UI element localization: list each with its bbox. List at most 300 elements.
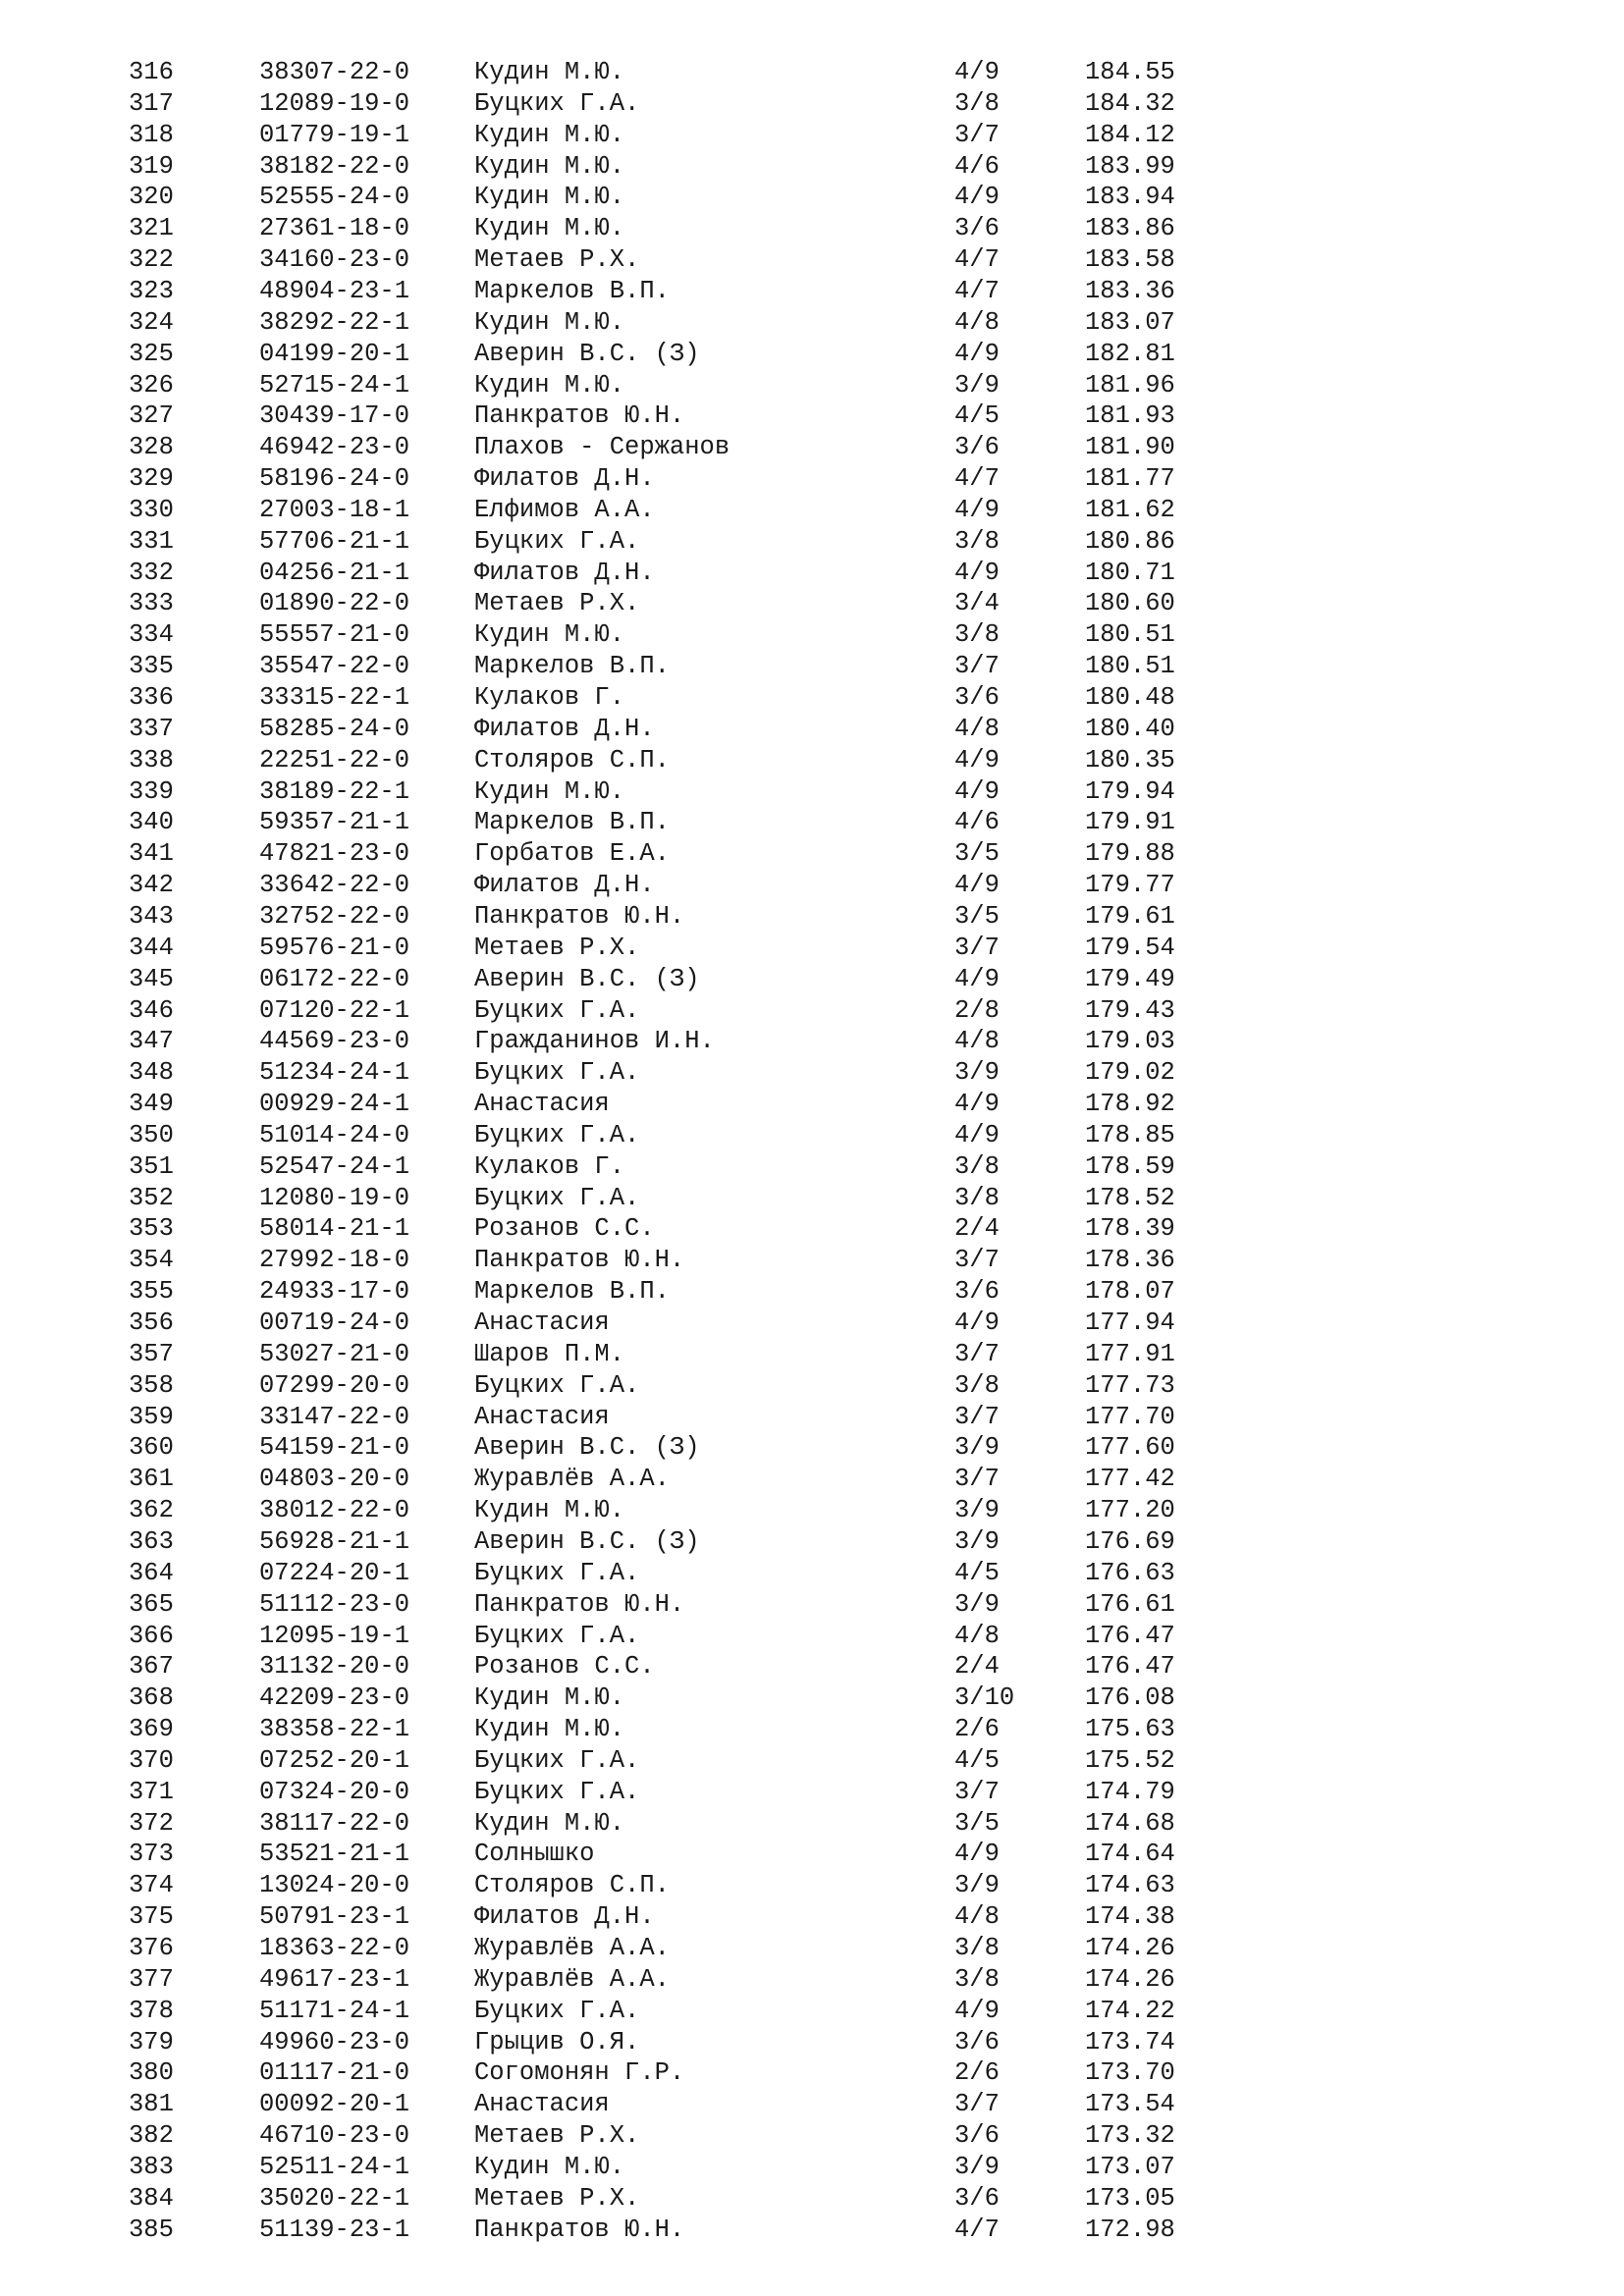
- ratio-cell: 3/6: [954, 2183, 1000, 2213]
- ratio-cell: 3/7: [954, 1246, 1000, 1275]
- owner-cell: Буцких Г.А.: [474, 1058, 640, 1088]
- owner-cell: Буцких Г.А.: [474, 1745, 640, 1775]
- id-cell: 07324-20-0: [259, 1777, 410, 1806]
- table-row: [0, 1213, 1624, 1245]
- rank-cell: 357: [129, 1339, 174, 1368]
- owner-cell: Согомонян Г.Р.: [474, 2058, 685, 2088]
- table-row: [0, 339, 1624, 370]
- ratio-cell: 3/7: [954, 1339, 1000, 1368]
- ratio-cell: 4/9: [954, 1308, 1000, 1337]
- id-cell: 53027-21-0: [259, 1339, 410, 1368]
- owner-cell: Аверин В.С. (З): [474, 1433, 700, 1463]
- owner-cell: Анастасия: [474, 2090, 610, 2119]
- rank-cell: 320: [129, 183, 174, 212]
- table-row: [0, 2215, 1624, 2246]
- table-row: [0, 995, 1624, 1027]
- score-cell: 178.92: [1085, 1090, 1175, 1119]
- ratio-cell: 4/9: [954, 745, 1000, 774]
- id-cell: 48904-23-1: [259, 276, 410, 305]
- rank-cell: 346: [129, 995, 174, 1025]
- score-cell: 174.26: [1085, 1964, 1175, 1994]
- score-cell: 174.68: [1085, 1808, 1175, 1838]
- owner-cell: Журавлёв А.А.: [474, 1465, 670, 1494]
- owner-cell: Буцких Г.А.: [474, 526, 640, 556]
- score-cell: 178.59: [1085, 1151, 1175, 1181]
- rank-cell: 385: [129, 2215, 174, 2244]
- table-row: [0, 495, 1624, 526]
- ratio-cell: 4/6: [954, 151, 1000, 181]
- table-row: [0, 1370, 1624, 1402]
- id-cell: 12089-19-0: [259, 88, 410, 118]
- ratio-cell: 3/9: [954, 1058, 1000, 1088]
- ratio-cell: 4/8: [954, 307, 1000, 337]
- table-row: [0, 1651, 1624, 1682]
- ratio-cell: 3/6: [954, 1277, 1000, 1307]
- table-row: [0, 901, 1624, 933]
- ratio-cell: 4/9: [954, 1840, 1000, 1869]
- owner-cell: Филатов Д.Н.: [474, 558, 655, 587]
- ratio-cell: 3/9: [954, 1433, 1000, 1463]
- id-cell: 12095-19-1: [259, 1621, 410, 1650]
- rank-cell: 378: [129, 1996, 174, 2025]
- id-cell: 57706-21-1: [259, 526, 410, 556]
- id-cell: 38189-22-1: [259, 776, 410, 806]
- ratio-cell: 2/4: [954, 1214, 1000, 1244]
- table-row: [0, 1682, 1624, 1714]
- rank-cell: 325: [129, 339, 174, 368]
- ratio-cell: 3/8: [954, 88, 1000, 118]
- score-cell: 177.20: [1085, 1496, 1175, 1525]
- score-cell: 180.51: [1085, 620, 1175, 650]
- ratio-cell: 3/5: [954, 839, 1000, 869]
- owner-cell: Буцких Г.А.: [474, 1120, 640, 1149]
- score-cell: 179.02: [1085, 1058, 1175, 1088]
- score-cell: 184.32: [1085, 88, 1175, 118]
- score-cell: 174.64: [1085, 1840, 1175, 1869]
- table-row: [0, 1151, 1624, 1183]
- ratio-cell: 4/9: [954, 1996, 1000, 2025]
- owner-cell: Маркелов В.П.: [474, 276, 670, 305]
- ratio-cell: 4/5: [954, 1558, 1000, 1587]
- ratio-cell: 4/8: [954, 1621, 1000, 1650]
- id-cell: 59576-21-0: [259, 933, 410, 962]
- ratio-cell: 4/7: [954, 276, 1000, 305]
- id-cell: 32752-22-0: [259, 901, 410, 931]
- id-cell: 35547-22-0: [259, 652, 410, 681]
- table-row: [0, 1526, 1624, 1558]
- score-cell: 183.07: [1085, 307, 1175, 337]
- rank-cell: 319: [129, 151, 174, 181]
- id-cell: 52511-24-1: [259, 2152, 410, 2181]
- score-cell: 183.58: [1085, 245, 1175, 275]
- table-row: [0, 526, 1624, 558]
- table-row: [0, 870, 1624, 901]
- table-row: [0, 2089, 1624, 2120]
- id-cell: 01890-22-0: [259, 589, 410, 618]
- rank-cell: 316: [129, 58, 174, 86]
- owner-cell: Кудин М.Ю.: [474, 776, 625, 806]
- ratio-cell: 4/9: [954, 871, 1000, 900]
- table-row: [0, 807, 1624, 838]
- owner-cell: Аверин В.С. (З): [474, 1526, 700, 1556]
- table-row: [0, 1839, 1624, 1870]
- ratio-cell: 3/8: [954, 620, 1000, 650]
- owner-cell: Буцких Г.А.: [474, 1183, 640, 1212]
- table-row: [0, 1558, 1624, 1589]
- table-row: [0, 1402, 1624, 1433]
- id-cell: 31132-20-0: [259, 1652, 410, 1682]
- rank-cell: 330: [129, 495, 174, 524]
- rank-cell: 347: [129, 1027, 174, 1056]
- table-row: [0, 1245, 1624, 1276]
- table-row: [0, 1901, 1624, 1933]
- rank-cell: 369: [129, 1715, 174, 1744]
- owner-cell: Филатов Д.Н.: [474, 714, 655, 743]
- owner-cell: Панкратов Ю.Н.: [474, 2215, 685, 2244]
- score-cell: 179.43: [1085, 995, 1175, 1025]
- table-row: [0, 933, 1624, 964]
- rank-cell: 350: [129, 1120, 174, 1149]
- table-row: [0, 1308, 1624, 1339]
- owner-cell: Анастасия: [474, 1402, 610, 1431]
- score-cell: 179.77: [1085, 871, 1175, 900]
- score-cell: 184.55: [1085, 58, 1175, 86]
- owner-cell: Кудин М.Ю.: [474, 1808, 625, 1838]
- id-cell: 56928-21-1: [259, 1526, 410, 1556]
- owner-cell: Метаев Р.Х.: [474, 933, 640, 962]
- ratio-cell: 2/6: [954, 1715, 1000, 1744]
- id-cell: 01779-19-1: [259, 120, 410, 149]
- id-cell: 49960-23-0: [259, 2027, 410, 2056]
- ratio-cell: 2/4: [954, 1652, 1000, 1682]
- rank-cell: 324: [129, 307, 174, 337]
- table-row: [0, 1120, 1624, 1151]
- rank-cell: 317: [129, 88, 174, 118]
- table-row: [0, 2120, 1624, 2152]
- table-row: [0, 370, 1624, 401]
- owner-cell: Метаев Р.Х.: [474, 245, 640, 275]
- score-cell: 183.86: [1085, 214, 1175, 243]
- score-cell: 179.91: [1085, 808, 1175, 837]
- score-cell: 183.94: [1085, 183, 1175, 212]
- score-cell: 181.77: [1085, 464, 1175, 494]
- ratio-cell: 4/7: [954, 245, 1000, 275]
- score-cell: 173.32: [1085, 2121, 1175, 2151]
- owner-cell: Горбатов Е.А.: [474, 839, 670, 869]
- id-cell: 58285-24-0: [259, 714, 410, 743]
- score-cell: 173.70: [1085, 2058, 1175, 2088]
- rank-cell: 363: [129, 1526, 174, 1556]
- ratio-cell: 4/5: [954, 1745, 1000, 1775]
- id-cell: 35020-22-1: [259, 2183, 410, 2213]
- owner-cell: Маркелов В.П.: [474, 652, 670, 681]
- rank-cell: 360: [129, 1433, 174, 1463]
- score-cell: 174.38: [1085, 1902, 1175, 1932]
- rank-cell: 367: [129, 1652, 174, 1682]
- ratio-cell: 3/8: [954, 1183, 1000, 1212]
- owner-cell: Столяров С.П.: [474, 1871, 670, 1900]
- score-cell: 179.88: [1085, 839, 1175, 869]
- table-row: [0, 1432, 1624, 1464]
- ratio-cell: 3/4: [954, 589, 1000, 618]
- rank-cell: 326: [129, 370, 174, 400]
- score-cell: 178.52: [1085, 1183, 1175, 1212]
- ratio-cell: 3/9: [954, 1526, 1000, 1556]
- score-cell: 181.62: [1085, 495, 1175, 524]
- table-row: [0, 2183, 1624, 2215]
- score-cell: 173.07: [1085, 2152, 1175, 2181]
- table-row: [0, 588, 1624, 619]
- rank-cell: 353: [129, 1214, 174, 1244]
- table-row: [0, 432, 1624, 463]
- rank-cell: 337: [129, 714, 174, 743]
- owner-cell: Плахов - Сержанов: [474, 433, 731, 462]
- owner-cell: Буцких Г.А.: [474, 1996, 640, 2025]
- score-cell: 183.99: [1085, 151, 1175, 181]
- score-cell: 178.07: [1085, 1277, 1175, 1307]
- id-cell: 51234-24-1: [259, 1058, 410, 1088]
- id-cell: 07120-22-1: [259, 995, 410, 1025]
- owner-cell: Розанов С.С.: [474, 1214, 655, 1244]
- owner-cell: Кудин М.Ю.: [474, 1496, 625, 1525]
- table-row: [0, 1589, 1624, 1621]
- score-cell: 181.90: [1085, 433, 1175, 462]
- owner-cell: Филатов Д.Н.: [474, 1902, 655, 1932]
- id-cell: 24933-17-0: [259, 1277, 410, 1307]
- rank-cell: 334: [129, 620, 174, 650]
- table-row: [0, 1964, 1624, 1996]
- owner-cell: Журавлёв А.А.: [474, 1934, 670, 1962]
- ratio-cell: 4/8: [954, 1027, 1000, 1056]
- id-cell: 04199-20-1: [259, 339, 410, 368]
- rank-cell: 370: [129, 1745, 174, 1775]
- score-cell: 174.22: [1085, 1996, 1175, 2025]
- ratio-cell: 3/7: [954, 933, 1000, 962]
- rank-cell: 332: [129, 558, 174, 587]
- id-cell: 46710-23-0: [259, 2121, 410, 2151]
- score-cell: 173.05: [1085, 2183, 1175, 2213]
- rank-cell: 345: [129, 964, 174, 993]
- id-cell: 00719-24-0: [259, 1308, 410, 1337]
- owner-cell: Анастасия: [474, 1090, 610, 1119]
- table-row: [0, 1996, 1624, 2027]
- id-cell: 38012-22-0: [259, 1496, 410, 1525]
- ratio-cell: 3/8: [954, 1151, 1000, 1181]
- rank-cell: 375: [129, 1902, 174, 1932]
- ratio-cell: 3/10: [954, 1683, 1015, 1713]
- table-row: [0, 276, 1624, 307]
- id-cell: 44569-23-0: [259, 1027, 410, 1056]
- owner-cell: Метаев Р.Х.: [474, 2183, 640, 2213]
- ratio-cell: 3/9: [954, 1496, 1000, 1525]
- id-cell: 07252-20-1: [259, 1745, 410, 1775]
- ratio-cell: 2/8: [954, 995, 1000, 1025]
- id-cell: 38117-22-0: [259, 1808, 410, 1838]
- id-cell: 38358-22-1: [259, 1715, 410, 1744]
- ratio-cell: 3/7: [954, 2090, 1000, 2119]
- ratio-cell: 3/5: [954, 901, 1000, 931]
- ratio-cell: 4/9: [954, 183, 1000, 212]
- id-cell: 04803-20-0: [259, 1465, 410, 1494]
- rank-cell: 384: [129, 2183, 174, 2213]
- rank-cell: 379: [129, 2027, 174, 2056]
- table-row: [0, 1057, 1624, 1089]
- owner-cell: Маркелов В.П.: [474, 1277, 670, 1307]
- id-cell: 33642-22-0: [259, 871, 410, 900]
- ratio-cell: 4/9: [954, 495, 1000, 524]
- ratio-cell: 4/8: [954, 1902, 1000, 1932]
- ratio-cell: 4/9: [954, 964, 1000, 993]
- table-row: [0, 1026, 1624, 1057]
- owner-cell: Аверин В.С. (З): [474, 339, 700, 368]
- rank-cell: 377: [129, 1964, 174, 1994]
- score-cell: 179.49: [1085, 964, 1175, 993]
- ratio-cell: 3/8: [954, 1964, 1000, 1994]
- score-cell: 172.98: [1085, 2215, 1175, 2244]
- table-row: [0, 1933, 1624, 1964]
- table-row: [0, 1621, 1624, 1652]
- score-cell: 183.36: [1085, 276, 1175, 305]
- rank-cell: 356: [129, 1308, 174, 1337]
- score-cell: 174.26: [1085, 1934, 1175, 1962]
- owner-cell: Метаев Р.Х.: [474, 589, 640, 618]
- rank-cell: 366: [129, 1621, 174, 1650]
- ratio-cell: 3/6: [954, 2121, 1000, 2151]
- rank-cell: 348: [129, 1058, 174, 1088]
- owner-cell: Елфимов А.А.: [474, 495, 655, 524]
- owner-cell: Грыцив О.Я.: [474, 2027, 640, 2056]
- table-row: [0, 120, 1624, 151]
- rank-cell: 328: [129, 433, 174, 462]
- table-row: [0, 1276, 1624, 1308]
- id-cell: 42209-23-0: [259, 1683, 410, 1713]
- ratio-cell: 3/9: [954, 1589, 1000, 1619]
- owner-cell: Метаев Р.Х.: [474, 2121, 640, 2151]
- rank-cell: 352: [129, 1183, 174, 1212]
- score-cell: 180.40: [1085, 714, 1175, 743]
- score-cell: 175.63: [1085, 1715, 1175, 1744]
- id-cell: 34160-23-0: [259, 245, 410, 275]
- rank-cell: 318: [129, 120, 174, 149]
- score-cell: 179.54: [1085, 933, 1175, 962]
- owner-cell: Кудин М.Ю.: [474, 307, 625, 337]
- score-cell: 174.79: [1085, 1777, 1175, 1806]
- owner-cell: Филатов Д.Н.: [474, 871, 655, 900]
- owner-cell: Аверин В.С. (З): [474, 964, 700, 993]
- id-cell: 58196-24-0: [259, 464, 410, 494]
- ratio-cell: 4/9: [954, 58, 1000, 86]
- score-cell: 181.93: [1085, 401, 1175, 431]
- table-row: [0, 838, 1624, 870]
- id-cell: 01117-21-0: [259, 2058, 410, 2088]
- table-row: [0, 1808, 1624, 1840]
- table-row: [0, 1870, 1624, 1901]
- score-cell: 177.73: [1085, 1370, 1175, 1400]
- rank-cell: 336: [129, 683, 174, 712]
- score-cell: 173.74: [1085, 2027, 1175, 2056]
- score-cell: 176.47: [1085, 1621, 1175, 1650]
- owner-cell: Анастасия: [474, 1308, 610, 1337]
- ratio-cell: 3/9: [954, 370, 1000, 400]
- owner-cell: Панкратов Ю.Н.: [474, 901, 685, 931]
- score-cell: 179.94: [1085, 776, 1175, 806]
- rank-cell: 355: [129, 1277, 174, 1307]
- ratio-cell: 4/7: [954, 464, 1000, 494]
- id-cell: 38182-22-0: [259, 151, 410, 181]
- ratio-cell: 3/5: [954, 1808, 1000, 1838]
- table-row: [0, 745, 1624, 776]
- score-cell: 177.42: [1085, 1465, 1175, 1494]
- score-cell: 179.03: [1085, 1027, 1175, 1056]
- ratio-cell: 2/6: [954, 2058, 1000, 2088]
- owner-cell: Кудин М.Ю.: [474, 1715, 625, 1744]
- rank-cell: 344: [129, 933, 174, 962]
- rank-cell: 327: [129, 401, 174, 431]
- owner-cell: Солнышко: [474, 1840, 595, 1869]
- rank-cell: 335: [129, 652, 174, 681]
- owner-cell: Панкратов Ю.Н.: [474, 401, 685, 431]
- score-cell: 176.69: [1085, 1526, 1175, 1556]
- id-cell: 06172-22-0: [259, 964, 410, 993]
- id-cell: 51014-24-0: [259, 1120, 410, 1149]
- id-cell: 00929-24-1: [259, 1090, 410, 1119]
- table-row: [0, 1339, 1624, 1370]
- id-cell: 46942-23-0: [259, 433, 410, 462]
- rank-cell: 358: [129, 1370, 174, 1400]
- score-cell: 180.86: [1085, 526, 1175, 556]
- rank-cell: 333: [129, 589, 174, 618]
- id-cell: 51171-24-1: [259, 1996, 410, 2025]
- rank-cell: 362: [129, 1496, 174, 1525]
- score-cell: 180.51: [1085, 652, 1175, 681]
- owner-cell: Кудин М.Ю.: [474, 1683, 625, 1713]
- rank-cell: 383: [129, 2152, 174, 2181]
- rank-cell: 373: [129, 1840, 174, 1869]
- score-cell: 180.71: [1085, 558, 1175, 587]
- score-cell: 174.63: [1085, 1871, 1175, 1900]
- score-cell: 180.60: [1085, 589, 1175, 618]
- ratio-cell: 4/9: [954, 1120, 1000, 1149]
- rank-cell: 322: [129, 245, 174, 275]
- table-row: [0, 307, 1624, 339]
- id-cell: 55557-21-0: [259, 620, 410, 650]
- id-cell: 12080-19-0: [259, 1183, 410, 1212]
- table-row: [0, 1495, 1624, 1526]
- id-cell: 38307-22-0: [259, 58, 410, 86]
- score-cell: 182.81: [1085, 339, 1175, 368]
- table-row: [0, 2057, 1624, 2089]
- rank-cell: 372: [129, 1808, 174, 1838]
- table-row: [0, 463, 1624, 495]
- owner-cell: Журавлёв А.А.: [474, 1964, 670, 1994]
- id-cell: 49617-23-1: [259, 1964, 410, 1994]
- owner-cell: Кудин М.Ю.: [474, 183, 625, 212]
- table-row: [0, 151, 1624, 183]
- rank-cell: 368: [129, 1683, 174, 1713]
- score-cell: 180.48: [1085, 683, 1175, 712]
- rank-cell: 329: [129, 464, 174, 494]
- ratio-cell: 3/8: [954, 1934, 1000, 1962]
- owner-cell: Панкратов Ю.Н.: [474, 1589, 685, 1619]
- table-row: [0, 88, 1624, 120]
- score-cell: 177.94: [1085, 1308, 1175, 1337]
- rank-cell: 351: [129, 1151, 174, 1181]
- table-row: [0, 1183, 1624, 1214]
- owner-cell: Кудин М.Ю.: [474, 58, 625, 86]
- ratio-cell: 3/6: [954, 683, 1000, 712]
- ratio-cell: 3/9: [954, 2152, 1000, 2181]
- owner-cell: Кудин М.Ю.: [474, 151, 625, 181]
